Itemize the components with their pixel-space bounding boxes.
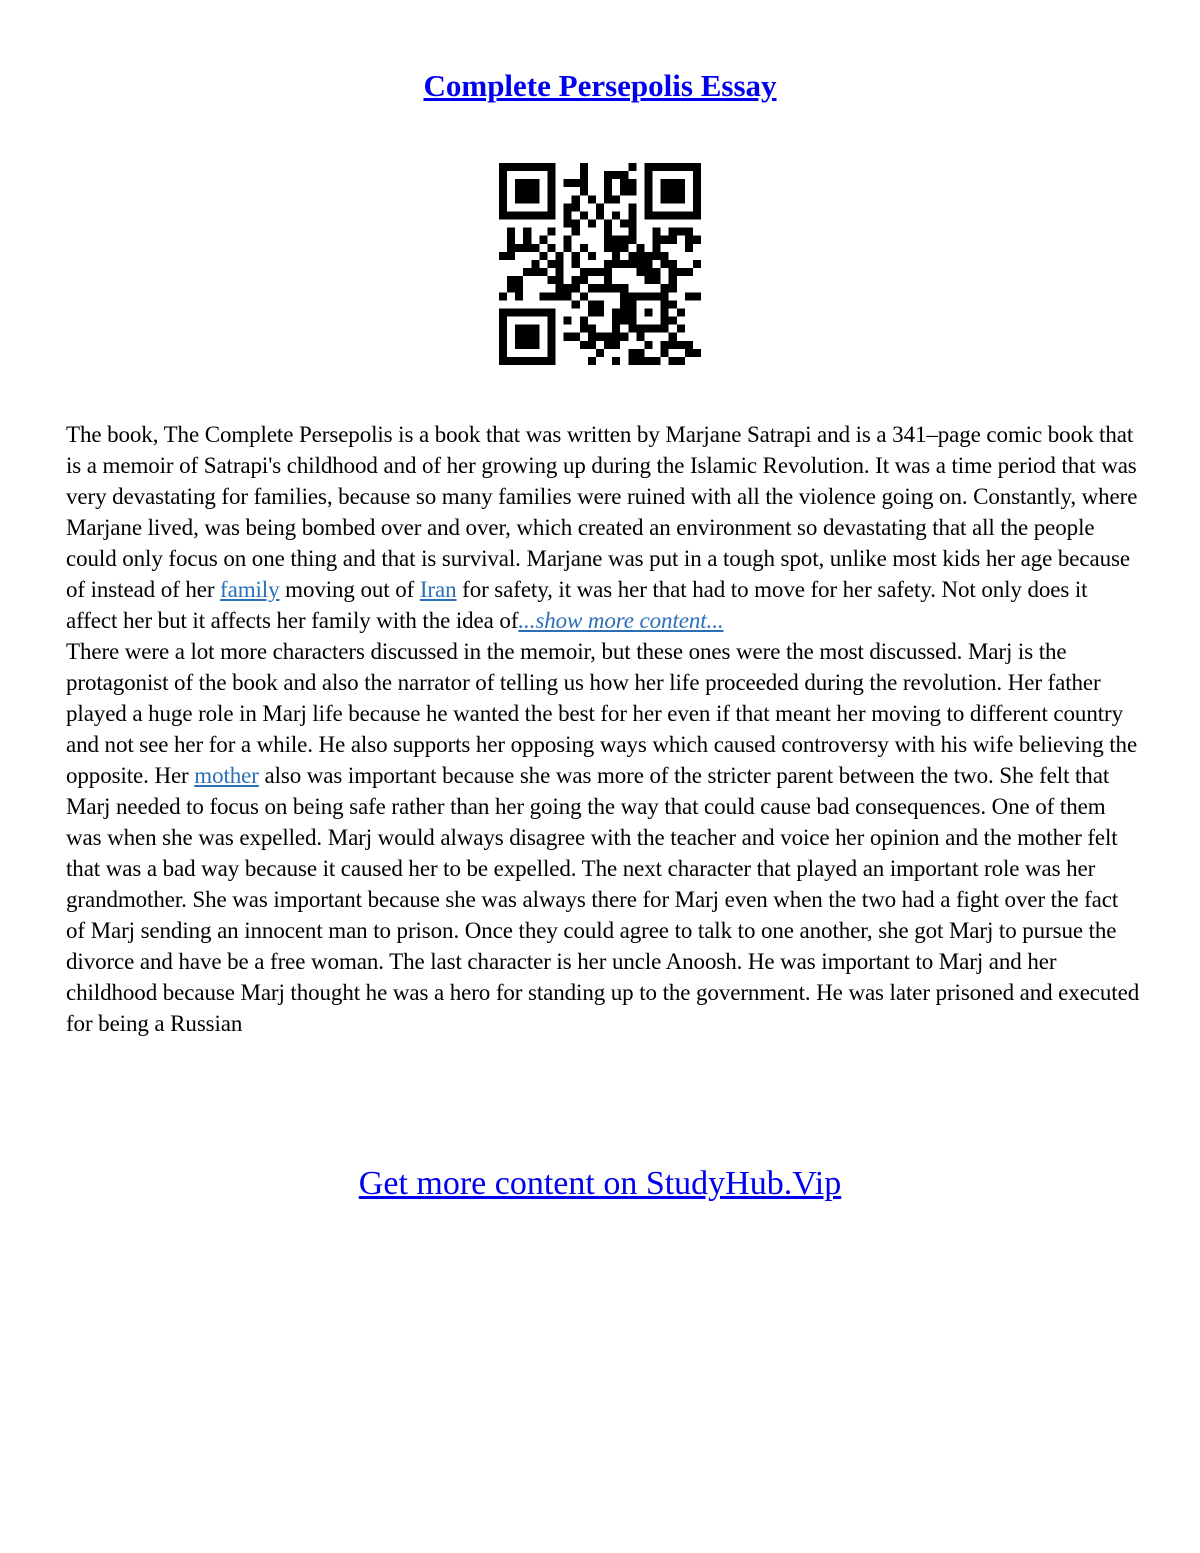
paragraph-2-text-b: also was important because she was more of the stricter parent between the two. She felt that Marj needed to focus on being safe rather than her going the way that could cause bad consequences. One of them was when she was expelled. Marj would always disagree with the teacher and voice her opinion and the mother felt that was a bad way because it caused her to be expelled. The next character that played an important role was her grandmother. She was important because she was always there for Marj even when the two had a fight over the fact of Marj sending an innocent man to prison. Once they could agree to talk to one another, she got Marj to pursue the divorce and have be a free woman. The last character is her uncle Anoosh. He was important to Marj and her childhood because Marj thought he was a hero for standing up to the government. He was later prisoned and executed for being a Russian bbox=[66, 763, 1140, 1036]
get-more-content-link[interactable]: Get more content on StudyHub.Vip bbox=[358, 1165, 842, 1202]
paragraph-1-text-b: moving out of bbox=[279, 577, 420, 602]
title-link[interactable]: Complete Persepolis Essay bbox=[423, 68, 777, 103]
qr-code-icon bbox=[499, 163, 701, 365]
link-iran[interactable]: Iran bbox=[419, 577, 457, 602]
paragraph-1-text-c: for safety, it was her that had to move for her safety. Not only does it affect her but it affects her family with the idea of bbox=[66, 577, 1088, 633]
paragraph-1-text-a: The book, The Complete Persepolis is a book that was written by Marjane Satrapi and is a 341–page comic book that is a memoir of Satrapi's childhood and of her growing up during the Islamic Revolution. It was a time period that was very devastating for families, because so many families were ruined with all the violence going on. Constantly, where Marjane lived, was being bombed over and over, which created an environment so devastating that all the people could only focus on one thing and that is survival. Marjane was put in a tough spot, unlike most kids her age because of instead of her bbox=[66, 422, 1138, 602]
link-mother[interactable]: mother bbox=[194, 763, 259, 788]
paragraph-2-text-a: There were a lot more characters discussed in the memoir, but these ones were the most discussed. Marj is the protagonist of the book and also the narrator of telling us how her life proceeded during the revolution. Her father played a huge role in Marj life because he wanted the best for her even if that meant her moving to different country and not see her for a while. He also supports her opposing ways which caused controversy with his wife believing the opposite. Her bbox=[66, 639, 1138, 788]
show-more-link[interactable]: ...show more content... bbox=[518, 608, 724, 633]
essay-paragraph-1 bbox=[66, 419, 1141, 636]
footer bbox=[0, 1163, 1200, 1205]
link-family[interactable]: family bbox=[220, 577, 280, 602]
page-title bbox=[0, 66, 1200, 106]
essay-paragraph-2 bbox=[66, 636, 1141, 1039]
essay-body bbox=[66, 419, 1141, 1039]
